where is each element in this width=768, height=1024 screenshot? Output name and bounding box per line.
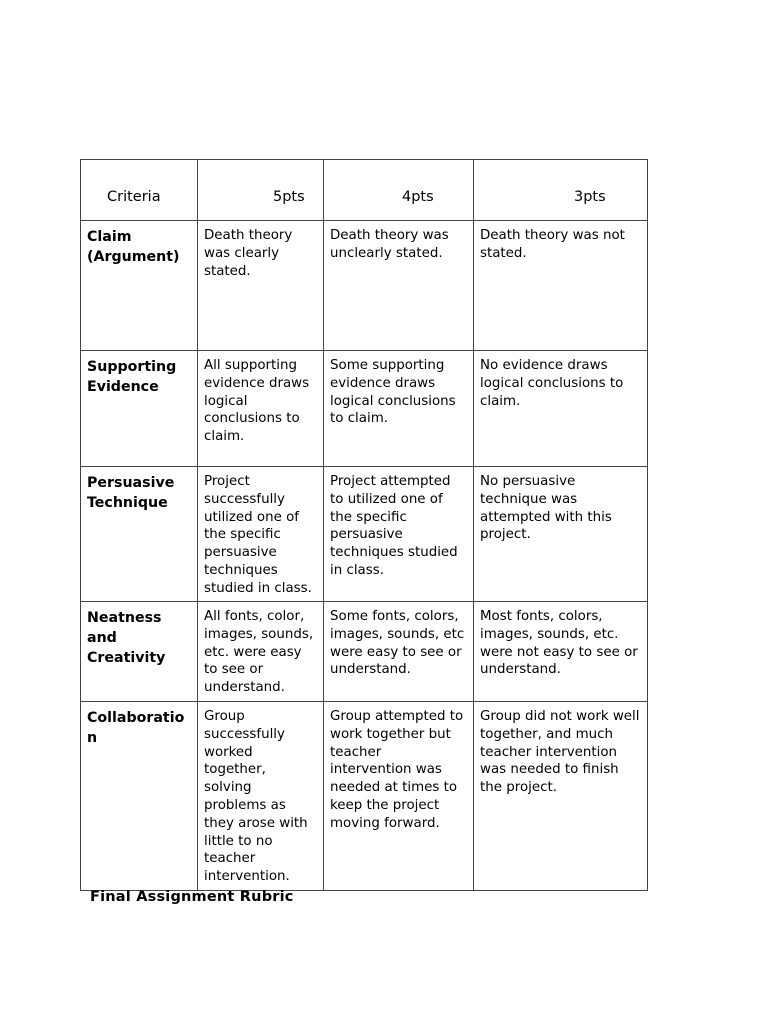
row-persuasive-technique xyxy=(81,467,648,602)
rubric-table xyxy=(80,159,648,891)
row-supporting-evidence xyxy=(81,351,648,467)
criterion-claim: Claim (Argument) xyxy=(81,221,198,351)
criterion-persuasive-technique: Persuasive Technique xyxy=(81,467,198,602)
header-5pts-label: 5pts xyxy=(273,189,305,206)
claim-3pts: Death theory was not stated. xyxy=(474,221,648,351)
persuasive-5pts: Project successfully utilized one of the specific persuasive techniques studied in class. xyxy=(198,467,324,602)
evidence-4pts: Some supporting evidence draws logical conclusions to claim. xyxy=(324,351,474,467)
neatness-4pts: Some fonts, colors, images, sounds, etc were easy to see or understand. xyxy=(324,602,474,702)
claim-4pts: Death theory was unclearly stated. xyxy=(324,221,474,351)
persuasive-3pts: No persuasive technique was attempted with this project. xyxy=(474,467,648,602)
header-criteria xyxy=(81,160,198,221)
collaboration-3pts: Group did not work well together, and much teacher intervention was needed to finish the project. xyxy=(474,702,648,891)
row-claim xyxy=(81,221,648,351)
criterion-neatness-creativity: Neatness and Creativity xyxy=(81,602,198,702)
evidence-3pts: No evidence draws logical conclusions to claim. xyxy=(474,351,648,467)
persuasive-4pts: Project attempted to utilized one of the specific persuasive techniques studied in class. xyxy=(324,467,474,602)
header-3pts-label: 3pts xyxy=(574,189,606,206)
collaboration-4pts: Group attempted to work together but teacher intervention was needed at times to keep the project moving forward. xyxy=(324,702,474,891)
claim-5pts: Death theory was clearly stated. xyxy=(198,221,324,351)
criterion-collaboration: Collaboration xyxy=(81,702,198,891)
criterion-supporting-evidence: Supporting Evidence xyxy=(81,351,198,467)
header-4pts xyxy=(324,160,474,221)
header-5pts xyxy=(198,160,324,221)
rubric-caption: Final Assignment Rubric xyxy=(90,889,294,905)
neatness-5pts: All fonts, color, images, sounds, etc. were easy to see or understand. xyxy=(198,602,324,702)
header-4pts-label: 4pts xyxy=(402,189,434,206)
neatness-3pts: Most fonts, colors, images, sounds, etc. were not easy to see or understand. xyxy=(474,602,648,702)
header-3pts xyxy=(474,160,648,221)
row-neatness-creativity xyxy=(81,602,648,702)
header-criteria-label: Criteria xyxy=(107,189,161,206)
row-collaboration xyxy=(81,702,648,891)
collaboration-5pts: Group successfully worked together, solving problems as they arose with little to no teacher intervention. xyxy=(198,702,324,891)
header-row xyxy=(81,160,648,221)
evidence-5pts: All supporting evidence draws logical conclusions to claim. xyxy=(198,351,324,467)
